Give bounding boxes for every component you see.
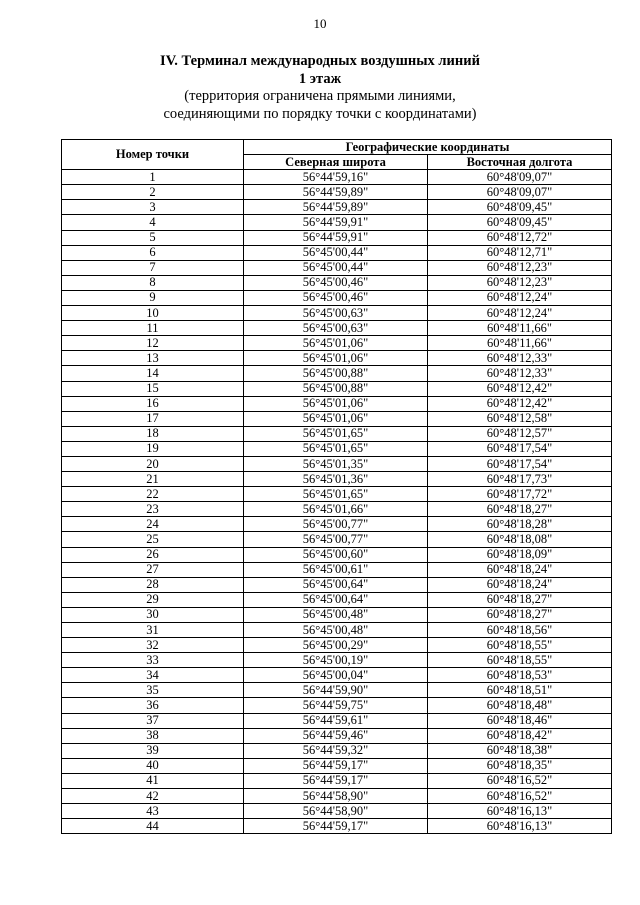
longitude-cell: 60°48'11,66" — [428, 321, 612, 336]
point-number-cell: 27 — [62, 562, 244, 577]
latitude-cell: 56°45'00,64" — [244, 577, 428, 592]
table-row — [62, 743, 612, 758]
table-row — [62, 275, 612, 290]
table-row — [62, 426, 612, 441]
point-number-cell: 32 — [62, 638, 244, 653]
longitude-cell: 60°48'09,45" — [428, 200, 612, 215]
longitude-cell: 60°48'09,07" — [428, 185, 612, 200]
table-row — [62, 351, 612, 366]
point-number-cell: 9 — [62, 290, 244, 305]
point-number-cell: 42 — [62, 789, 244, 804]
latitude-cell: 56°44'59,75" — [244, 698, 428, 713]
table-row — [62, 230, 612, 245]
longitude-cell: 60°48'18,46" — [428, 713, 612, 728]
point-number-cell: 8 — [62, 275, 244, 290]
longitude-cell: 60°48'12,42" — [428, 396, 612, 411]
latitude-cell: 56°45'01,65" — [244, 487, 428, 502]
table-row — [62, 321, 612, 336]
point-number-cell: 17 — [62, 411, 244, 426]
point-number-cell: 35 — [62, 683, 244, 698]
point-number-cell: 4 — [62, 215, 244, 230]
table-row — [62, 170, 612, 185]
point-number-cell: 25 — [62, 532, 244, 547]
point-number-cell: 3 — [62, 200, 244, 215]
table-row — [62, 713, 612, 728]
longitude-cell: 60°48'12,33" — [428, 351, 612, 366]
point-number-cell: 33 — [62, 653, 244, 668]
latitude-cell: 56°45'01,06" — [244, 351, 428, 366]
longitude-cell: 60°48'18,55" — [428, 638, 612, 653]
latitude-cell: 56°44'59,32" — [244, 743, 428, 758]
latitude-cell: 56°44'59,91" — [244, 215, 428, 230]
longitude-cell: 60°48'18,27" — [428, 502, 612, 517]
section-heading — [0, 53, 640, 123]
point-number-cell: 10 — [62, 306, 244, 321]
longitude-cell: 60°48'18,24" — [428, 577, 612, 592]
table-row — [62, 562, 612, 577]
floor-label: 1 этаж — [298, 70, 342, 87]
table-row — [62, 487, 612, 502]
longitude-cell: 60°48'18,48" — [428, 698, 612, 713]
latitude-cell: 56°44'59,17" — [244, 773, 428, 788]
latitude-cell: 56°45'00,46" — [244, 275, 428, 290]
point-number-cell: 23 — [62, 502, 244, 517]
page-number: 10 — [313, 16, 327, 31]
point-number-cell: 41 — [62, 773, 244, 788]
longitude-cell: 60°48'16,13" — [428, 804, 612, 819]
table-row — [62, 819, 612, 834]
longitude-cell: 60°48'18,27" — [428, 607, 612, 622]
table-row — [62, 623, 612, 638]
latitude-cell: 56°44'59,91" — [244, 230, 428, 245]
longitude-cell: 60°48'09,07" — [428, 170, 612, 185]
table-row — [62, 200, 612, 215]
longitude-cell: 60°48'12,24" — [428, 306, 612, 321]
table-row — [62, 577, 612, 592]
latitude-cell: 56°45'01,06" — [244, 336, 428, 351]
longitude-cell: 60°48'18,24" — [428, 562, 612, 577]
point-number-cell: 18 — [62, 426, 244, 441]
table-row — [62, 411, 612, 426]
latitude-cell: 56°45'00,46" — [244, 290, 428, 305]
point-number-cell: 6 — [62, 245, 244, 260]
point-number-cell: 28 — [62, 577, 244, 592]
longitude-cell: 60°48'17,73" — [428, 472, 612, 487]
longitude-cell: 60°48'18,27" — [428, 592, 612, 607]
table-row — [62, 773, 612, 788]
latitude-cell: 56°45'00,63" — [244, 306, 428, 321]
table-row — [62, 804, 612, 819]
longitude-cell: 60°48'17,72" — [428, 487, 612, 502]
latitude-cell: 56°45'00,64" — [244, 592, 428, 607]
point-number-cell: 2 — [62, 185, 244, 200]
header-north-latitude: Северная широта — [244, 155, 428, 170]
longitude-cell: 60°48'18,55" — [428, 653, 612, 668]
latitude-cell: 56°44'59,89" — [244, 200, 428, 215]
table-row — [62, 472, 612, 487]
longitude-cell: 60°48'12,42" — [428, 381, 612, 396]
point-number-cell: 14 — [62, 366, 244, 381]
longitude-cell: 60°48'18,09" — [428, 547, 612, 562]
table-row — [62, 215, 612, 230]
coordinates-table — [61, 139, 612, 834]
latitude-cell: 56°45'01,65" — [244, 426, 428, 441]
longitude-cell: 60°48'12,71" — [428, 245, 612, 260]
latitude-cell: 56°44'59,90" — [244, 683, 428, 698]
table-row — [62, 245, 612, 260]
territory-note-line-2: соединяющими по порядку точки с координатами) — [163, 105, 477, 122]
longitude-cell: 60°48'11,66" — [428, 336, 612, 351]
point-number-cell: 24 — [62, 517, 244, 532]
point-number-cell: 7 — [62, 260, 244, 275]
latitude-cell: 56°45'01,35" — [244, 456, 428, 471]
table-row — [62, 592, 612, 607]
latitude-cell: 56°45'00,04" — [244, 668, 428, 683]
section-title: IV. Терминал международных воздушных линий — [160, 53, 480, 69]
point-number-cell: 44 — [62, 819, 244, 834]
point-number-cell: 16 — [62, 396, 244, 411]
latitude-cell: 56°44'59,61" — [244, 713, 428, 728]
point-number-cell: 37 — [62, 713, 244, 728]
table-row — [62, 607, 612, 622]
latitude-cell: 56°45'00,19" — [244, 653, 428, 668]
point-number-cell: 36 — [62, 698, 244, 713]
table-row — [62, 638, 612, 653]
latitude-cell: 56°45'00,48" — [244, 607, 428, 622]
header-point-number: Номер точки — [62, 140, 244, 170]
table-row — [62, 653, 612, 668]
table-row — [62, 547, 612, 562]
point-number-cell: 40 — [62, 758, 244, 773]
latitude-cell: 56°44'59,46" — [244, 728, 428, 743]
longitude-cell: 60°48'12,23" — [428, 260, 612, 275]
point-number-cell: 31 — [62, 623, 244, 638]
latitude-cell: 56°45'00,61" — [244, 562, 428, 577]
table-row — [62, 668, 612, 683]
latitude-cell: 56°45'00,29" — [244, 638, 428, 653]
latitude-cell: 56°44'58,90" — [244, 789, 428, 804]
table-row — [62, 728, 612, 743]
latitude-cell: 56°45'01,06" — [244, 396, 428, 411]
latitude-cell: 56°45'00,88" — [244, 366, 428, 381]
table-row — [62, 185, 612, 200]
table-row — [62, 306, 612, 321]
point-number-cell: 30 — [62, 607, 244, 622]
longitude-cell: 60°48'12,58" — [428, 411, 612, 426]
longitude-cell: 60°48'18,53" — [428, 668, 612, 683]
table-row — [62, 532, 612, 547]
point-number-cell: 34 — [62, 668, 244, 683]
point-number-cell: 29 — [62, 592, 244, 607]
longitude-cell: 60°48'16,13" — [428, 819, 612, 834]
table-body — [62, 170, 612, 834]
table-row — [62, 789, 612, 804]
latitude-cell: 56°44'59,17" — [244, 819, 428, 834]
latitude-cell: 56°45'01,66" — [244, 502, 428, 517]
latitude-cell: 56°44'59,17" — [244, 758, 428, 773]
latitude-cell: 56°45'00,48" — [244, 623, 428, 638]
point-number-cell: 15 — [62, 381, 244, 396]
header-geographic-coordinates: Географические координаты — [244, 140, 612, 155]
point-number-cell: 43 — [62, 804, 244, 819]
header-east-longitude: Восточная долгота — [428, 155, 612, 170]
table-row — [62, 683, 612, 698]
longitude-cell: 60°48'12,24" — [428, 290, 612, 305]
point-number-cell: 12 — [62, 336, 244, 351]
point-number-cell: 5 — [62, 230, 244, 245]
point-number-cell: 19 — [62, 441, 244, 456]
latitude-cell: 56°45'00,60" — [244, 547, 428, 562]
table-row — [62, 336, 612, 351]
table-row — [62, 260, 612, 275]
longitude-cell: 60°48'12,72" — [428, 230, 612, 245]
longitude-cell: 60°48'16,52" — [428, 789, 612, 804]
longitude-cell: 60°48'18,42" — [428, 728, 612, 743]
point-number-cell: 13 — [62, 351, 244, 366]
longitude-cell: 60°48'18,38" — [428, 743, 612, 758]
table-row — [62, 517, 612, 532]
longitude-cell: 60°48'12,33" — [428, 366, 612, 381]
longitude-cell: 60°48'18,28" — [428, 517, 612, 532]
longitude-cell: 60°48'09,45" — [428, 215, 612, 230]
latitude-cell: 56°45'00,77" — [244, 517, 428, 532]
longitude-cell: 60°48'18,08" — [428, 532, 612, 547]
point-number-cell: 20 — [62, 456, 244, 471]
point-number-cell: 39 — [62, 743, 244, 758]
latitude-cell: 56°45'00,44" — [244, 245, 428, 260]
table-row — [62, 366, 612, 381]
longitude-cell: 60°48'12,23" — [428, 275, 612, 290]
latitude-cell: 56°45'00,88" — [244, 381, 428, 396]
latitude-cell: 56°45'01,36" — [244, 472, 428, 487]
table-row — [62, 396, 612, 411]
territory-note-line-1: (территория ограничена прямыми линиями, — [184, 88, 456, 104]
longitude-cell: 60°48'12,57" — [428, 426, 612, 441]
latitude-cell: 56°45'00,63" — [244, 321, 428, 336]
point-number-cell: 21 — [62, 472, 244, 487]
point-number-cell: 26 — [62, 547, 244, 562]
latitude-cell: 56°45'00,44" — [244, 260, 428, 275]
table-row — [62, 698, 612, 713]
point-number-cell: 38 — [62, 728, 244, 743]
table-row — [62, 456, 612, 471]
point-number-cell: 11 — [62, 321, 244, 336]
longitude-cell: 60°48'18,35" — [428, 758, 612, 773]
latitude-cell: 56°44'59,89" — [244, 185, 428, 200]
latitude-cell: 56°45'00,77" — [244, 532, 428, 547]
table-row — [62, 502, 612, 517]
longitude-cell: 60°48'18,56" — [428, 623, 612, 638]
latitude-cell: 56°45'01,65" — [244, 441, 428, 456]
longitude-cell: 60°48'17,54" — [428, 456, 612, 471]
point-number-cell: 22 — [62, 487, 244, 502]
table-row — [62, 758, 612, 773]
table-row — [62, 441, 612, 456]
point-number-cell: 1 — [62, 170, 244, 185]
latitude-cell: 56°44'58,90" — [244, 804, 428, 819]
table-row — [62, 381, 612, 396]
latitude-cell: 56°44'59,16" — [244, 170, 428, 185]
latitude-cell: 56°45'01,06" — [244, 411, 428, 426]
table-row — [62, 290, 612, 305]
longitude-cell: 60°48'16,52" — [428, 773, 612, 788]
longitude-cell: 60°48'17,54" — [428, 441, 612, 456]
longitude-cell: 60°48'18,51" — [428, 683, 612, 698]
